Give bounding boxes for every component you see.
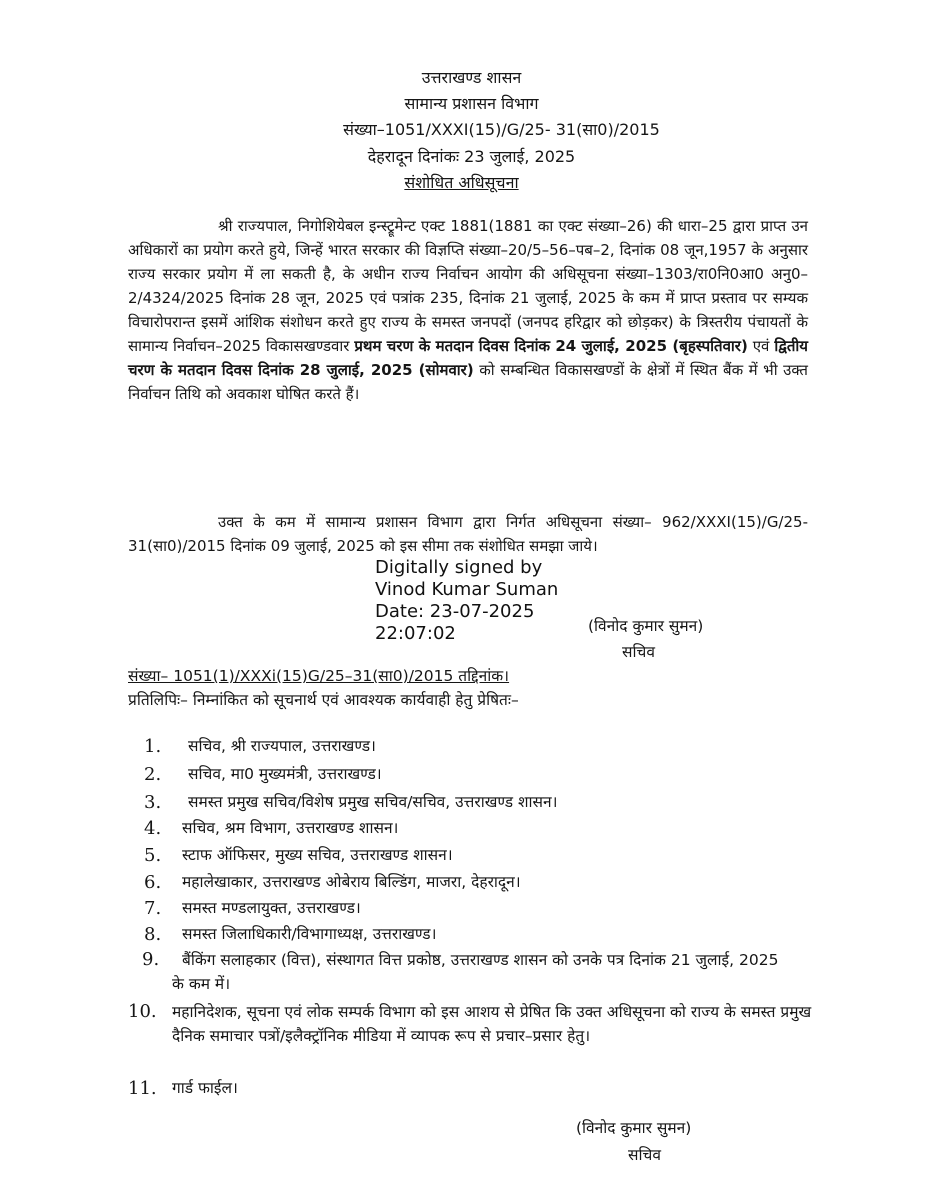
signer-name: (विनोद कुमार सुमन) [588, 617, 704, 635]
digital-signature [375, 557, 558, 645]
notification-document: उत्तराखण्ड शासन सामान्य प्रशासन विभाग संख्या–1051/XXXI(15)/G/25- 31(सा0)/2015 देहरादून दिनांकः 23 जुलाई, 2025 संशोधित अधिसूचना श्री राज्यपाल, निगोशियेबल इन्स्ट्रूमेन्ट एक्ट 1881(1881 का एक्ट संख्या–26) की धारा–25 द्वारा प्राप्त उन अधिकारों का प्रयोग करते हुये, जिन्हें भारत सरकार की विज्ञप्ति संख्या–20/5–56–पब–2, दिनांक 08 जून,1957 के अनुसार राज्य सरकार प्रयोग में ला सकती है, के अधीन राज्य निर्वाचन आयोग की अधिसूचना संख्या–1303/रा0नि0आ0 अनु0–2/4324/2025 दिनांक 28 जून, 2025 एवं पत्रांक 235, दिनांक 21 जुलाई, 2025 के कम में प्राप्त प्रस्ताव पर सम्यक विचारोपरान्त इसमें आंशिक संशोधन करते हुए राज्य के समस्त जनपदों (जनपद हरिद्वार को छोड़कर) के त्रिस्तरीय पंचायतों के सामान्य निर्वाचन–2025 विकासखण्डवार प्रथम चरण के मतदान दिवस दिनांक 24 जुलाई, 2025 (बृहस्पतिवार) एवं द्वितीय चरण के मतदान दिवस दिनांक 28 जुलाई, 2025 (सोमवार) को सम्बन्धित विकासखण्डों के क्षेत्रों में स्थित बैंक में भी उक्त निर्वाचन तिथि को अवकाश घोषित करते हैं। उक्त के कम में सामान्य प्रशासन विभाग द्वारा निर्गत अधिसूचना संख्या– 962/XXXI(15)/G/25-31(सा0)/2015 दिनांक 09 जुलाई, 2025 को इस सीमा तक संशोधित समझा जाये। Digitally signed by Vinod Kumar Suman Date: 23-07-2025 22:07:02 (विनोद कुमार सुमन) सचिव संख्या– 1051(1)/XXXi(15)G/25–31(सा0)/2015 तद्दिनांक। प्रतिलिपिः– निम्नांकित को सूचनार्थ एवं आवश्यक कार्यवाही हेतु प्रेषितः– 1. सचिव, श्री राज्यपाल, उत्तराखण्ड। 2. सचिव, मा0 मुख्यमंत्री, उत्तराखण्ड। 3. समस्त प्रमुख सचिव/विशेष प्रमुख सचिव/सचिव, उत्तराखण्ड शासन। 4. सचिव, श्रम विभाग, उत्तराखण्ड शासन। 5. स्टाफ ऑफिसर, मुख्य सचिव, उत्तराखण्ड शासन। 6. महालेखाकार, उत्तराखण्ड ओबेराय बिल्डिंग, माजरा, देहरादून। 7. समस्त मण्डलायुक्त, उत्तराखण्ड। 8. समस्त जिलाधिकारी/विभागाध्यक्ष, उत्तराखण्ड। 9. बैंकिंग सलाहकार (वित्त), संस्थागत वित्त प्रकोष्ठ, उत्तराखण्ड शासन को उनके पत्र दिनांक 21 जुलाई, 2025 के कम में। 10. महानिदेशक, सूचना एवं लोक सम्पर्क विभाग को इस आशय से प्रेषित कि उक्त अधिसूचना को राज्य के समस्त प्रमुख दैनिक समाचार पत्रों/इलैक्ट्रॉनिक मीडिया में व्यापक रूप से प्रचार–प्रसार हेतु। 11. गार्ड फाईल। (विनोद कुमार सुमन) सचिव [0, 0, 943, 1200]
para1-text-2: एवं [752, 337, 770, 355]
digital-signature-line-1: Digitally signed by [375, 557, 543, 578]
signer-designation-2: सचिव [628, 1146, 661, 1164]
govt-name: उत्तराखण्ड शासन [421, 68, 522, 87]
reference-number: संख्या–1051/XXXI(15)/G/25- 31(सा0)/2015 [343, 120, 660, 139]
place-date: देहरादून दिनांकः 23 जुलाई, 2025 [367, 147, 576, 166]
notification-paragraph-2: उक्त के कम में सामान्य प्रशासन विभाग द्वारा निर्गत अधिसूचना संख्या– 962/XXXI(15)/G/25-31(सा0)/2015 दिनांक 09 जुलाई, 2025 को इस सीमा तक संशोधित समझा जाये। [128, 513, 808, 555]
para1-text-3: को सम्बन्धित विकासखण्डों के क्षेत्रों में स्थित बैंक में भी उक्त निर्वाचन तिथि को अवकाश घोषित करते हैं। [128, 361, 808, 403]
digital-signature-line-4: 22:07:02 [375, 623, 456, 644]
signer-designation: सचिव [622, 643, 655, 661]
para1-text-1: श्री राज्यपाल, निगोशियेबल इन्स्ट्रूमेन्ट एक्ट 1881(1881 का एक्ट संख्या–26) की धारा–25 द्वारा प्राप्त उन अधिकारों का प्रयोग करते हुये, जिन्हें भारत सरकार की विज्ञप्ति संख्या–20/5–56–पब–2, दिनांक 08 जून,1957 के अनुसार राज्य सरकार प्रयोग में ला सकती है, के अधीन राज्य निर्वाचन आयोग की अधिसूचना संख्या–1303/रा0नि0आ0 अनु0–2/4324/2025 दिनांक 28 जून, 2025 एवं पत्रांक 235, दिनांक 21 जुलाई, 2025 के कम में प्राप्त प्रस्ताव पर सम्यक विचारोपरान्त इसमें आंशिक संशोधन करते हुए राज्य के समस्त जनपदों (जनपद हरिद्वार को छोड़कर) के त्रिस्तरीय पंचायतों के सामान्य निर्वाचन–2025 विकासखण्डवार [128, 217, 808, 355]
phase2-polling-date: द्वितीय चरण के मतदान दिवस दिनांक 28 जुलाई, 2025 (सोमवार) [128, 337, 808, 379]
department-name: सामान्य प्रशासन विभाग [404, 94, 539, 113]
copy-reference-number: संख्या– 1051(1)/XXXi(15)G/25–31(सा0)/2015 तद्दिनांक। [128, 667, 510, 685]
document-title: संशोधित अधिसूचना [404, 173, 519, 192]
phase1-polling-date: प्रथम चरण के मतदान दिवस दिनांक 24 जुलाई, 2025 (बृहस्पतिवार) [354, 337, 748, 355]
digital-signature-line-3: Date: 23-07-2025 [375, 601, 535, 622]
copy-intro: प्रतिलिपिः– निम्नांकित को सूचनार्थ एवं आवश्यक कार्यवाही हेतु प्रेषितः– [128, 691, 519, 709]
signer-name-2: (विनोद कुमार सुमन) [576, 1119, 692, 1137]
digital-signature-line-2: Vinod Kumar Suman [375, 579, 559, 600]
notification-paragraph-1 [128, 214, 808, 406]
